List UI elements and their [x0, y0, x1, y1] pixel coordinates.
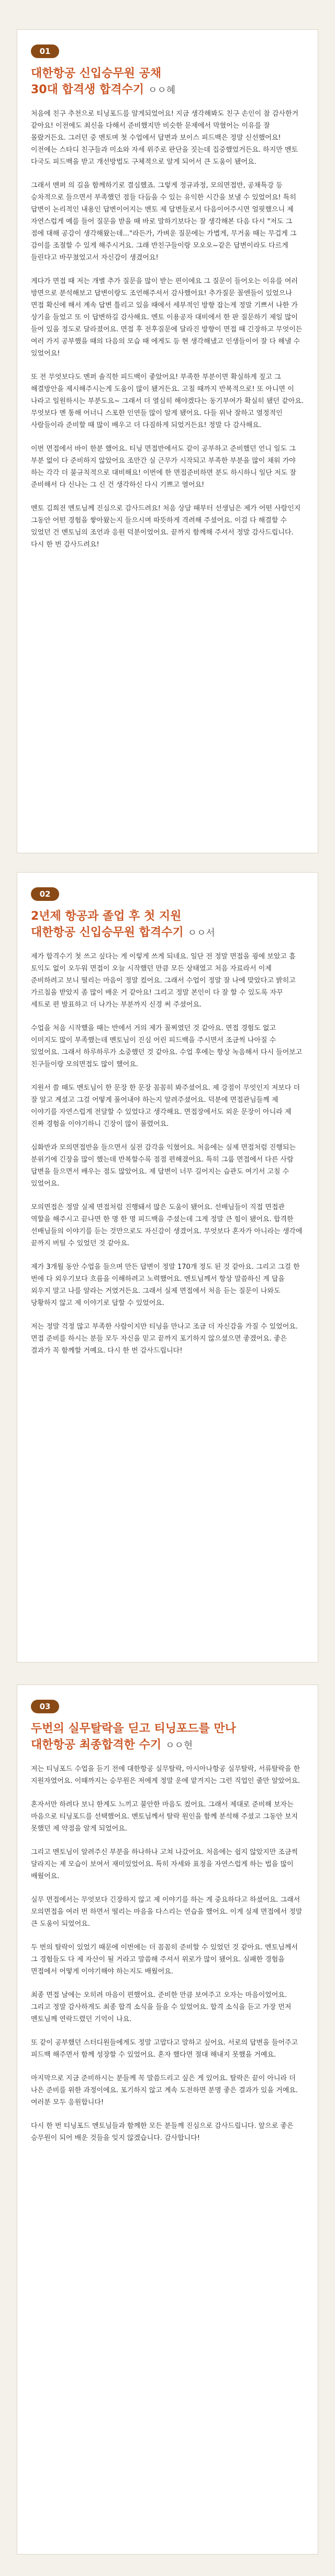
review-title	[31, 1721, 304, 1754]
review-paragraph: 수업을 처음 시작했을 때는 반에서 거의 제가 꼴찌였던 것 같아요. 면접 경험도 없고 이미지도 많이 부족했는데 멘토님이 진심 어린 피드백을 주시면서 조금씩 나아질 수 있었어요. 그래서 하루하루가 소중했던 것 같아요. 수업 후에는 항상 녹음해서 다시 들어보고 친구들이랑 모의면접도 많이 했어요.	[31, 1024, 303, 1068]
review-body	[31, 951, 304, 1357]
review-paragraph: 심화반과 모의면접반을 들으면서 실전 감각을 익혔어요. 처음에는 실제 면접처럼 진행되는 분위기에 긴장을 많이 했는데 반복할수록 점점 편해졌어요. 특히 그룹 면접에서 다른 사람 답변을 들으면서 배우는 점도 많았어요. 제 답변이 너무 길어지는 습관도 여기서 고칠 수 있었어요.	[31, 1144, 296, 1188]
review-title-line-2: 30대 합격생 합격수기	[31, 83, 144, 96]
review-card-1	[17, 29, 318, 853]
review-author: ㅇㅇ서	[187, 928, 215, 939]
review-author: ㅇㅇ현	[165, 1740, 193, 1751]
review-paragraph: 처음에 친구 추천으로 티닝포드를 알게되었어요! 지금 생각해봐도 친구 손인이 참 감사한거 같아요! 이전에도 최신을 다해서 준비했지만 비슷한 문제에서 막혔어는 이유를 잘 몰랐거든요. 그러던 중 멘토며 첫 수업에서 답변과 보이스 피드백은 정말 신선했어요! 이전에는 스타디 친구들과 미소와 자세 위주로 판단을 짓는데 집중했었거든요. 하지만 멘토 다국도 피드백을 받고 개선방법도 구체적으로 알게 되어서 큰 도움이 됐어요.	[31, 110, 299, 166]
review-number-badge: 02	[31, 887, 59, 901]
review-number-badge: 03	[31, 1700, 59, 1713]
review-paragraph: 저는 티닝포드 수업을 듣기 전에 대한항공 실무탈락, 아시아나항공 실무탈락, 서류탈락을 한 지원자였어요. 이때까지는 승무원은 저에게 정말 운에 맡겨지는 그런 직업인 줄만 알았어요.	[31, 1765, 300, 1785]
review-number-badge: 01	[31, 44, 59, 58]
review-title-line-1: 2년제 항공과 졸업 후 첫 지원	[31, 910, 182, 923]
review-body	[31, 108, 304, 551]
review-paragraph: 멘토 김희전 멘토님께 진심으로 감사드려요! 처음 상담 때부터 선생님은 제가 어떤 사람인지 그동안 어떤 경험을 쌓아왔는지 들으시며 따뜻하게 격려해 주셨어요. 이걸 다 해결할 수 있었던 건 멘토님의 조언과 응원 덕분이었어요. 끝까지 함께해 주셔서 정말 감사드립니다. 다시 한 번 감사드려요!	[31, 505, 301, 549]
review-paragraph: 제가 3개월 동안 수업을 들으며 만든 답변이 정말 170개 정도 된 것 같아요. 그리고 그걸 한 번에 다 외우기보다 흐름을 이해하려고 노력했어요. 멘토님께서 항상 말씀하신 게 답을 외우지 말고 나를 알라는 거였거든요. 그래서 실제 면접에서 처음 듣는 질문이 나와도 당황하지 않고 제 이야기로 답할 수 있었어요.	[31, 1263, 300, 1307]
review-card-3	[17, 1685, 318, 2555]
review-body	[31, 1763, 304, 2144]
review-title-line-2: 대한항공 신입승무원 합격수기	[31, 926, 184, 939]
review-paragraph: 마지막으로 지금 준비하시는 분들께 꼭 말씀드리고 싶은 게 있어요. 탈락은 끝이 아니라 더 나은 준비를 위한 과정이에요. 포기하지 않고 계속 도전하면 분명 좋은 결과가 있을 거예요. 여러분 모두 응원합니다!	[31, 2075, 298, 2106]
review-paragraph: 다시 한 번 티닝포드 멘토님들과 함께한 모든 분들께 진심으로 감사드립니다. 앞으로 좋은 승무원이 되어 배운 것들을 잊지 않겠습니다. 감사합니다!	[31, 2122, 294, 2142]
review-title-line-2: 대한항공 최종합격한 수기	[31, 1738, 162, 1752]
review-title-line-1: 대한항공 신입승무원 공채	[31, 67, 162, 80]
review-title	[31, 908, 304, 941]
review-author: ㅇㅇ혜	[148, 85, 176, 96]
review-paragraph: 지원서 쓸 때도 멘토님이 한 문장 한 문장 꼼꼼히 봐주셨어요. 제 강점이 무엇인지 저보다 더 잘 알고 계셨고 그걸 어떻게 풀어내야 하는지 알려주셨어요. 덕분에 면접관님들께 제 이야기를 자연스럽게 전달할 수 있었다고 생각해요. 면접장에서도 외운 문장이 아니라 제 진짜 경험을 이야기하니 긴장이 많이 풀렸어요.	[31, 1084, 300, 1128]
review-paragraph: 또 전 무엇보다도 멘퍼 솔직한 피드백이 좋았어요! 부족한 부분이면 확실하게 짚고 그 해결방안을 제시해주시는게 도움이 많이 됐거든요. 고칠 때까지 반복적으로! 또 아니면 이 나라고 일원하시는 부분도요~ 그래서 더 열심히 해야겠다는 동기부여가 확실히 됐던 같아요. 무엇보다 멘 통해 어너니 스포한 인연들 많이 알게 됐어요. 다들 위낙 잘하고 열정적인 사람들이라 준비할 때 많이 배우고 더 다짐하게 되었거든요! 정말 다 감사해요.	[31, 373, 304, 429]
review-paragraph: 모의면접은 정말 실제 면접처럼 진행돼서 많은 도움이 됐어요. 선배님들이 직접 면접관 역할을 해주시고 끝나면 한 명 한 명 피드백을 주셨는데 그게 정말 큰 힘이 됐어요. 합격한 선배님들의 이야기를 듣는 것만으로도 자신감이 생겼어요. 무엇보다 혼자가 아니라는 생각에 끝까지 버틸 수 있었던 것 같아요.	[31, 1203, 303, 1247]
review-card-2	[17, 872, 318, 1663]
review-title-line-1: 두번의 실무탈락을 딛고 티닝포드를 만나	[31, 1722, 236, 1735]
review-paragraph: 저는 정말 걱정 많고 부족한 사람이지만 티닝을 만나고 조금 더 자신감을 가질 수 있었어요. 면접 준비를 하시는 분들 모두 자신을 믿고 끝까지 포기하지 않으셨으면 좋겠어요. 좋은 결과가 꼭 함께할 거예요. 다시 한 번 감사드립니다!	[31, 1323, 298, 1355]
review-paragraph: 제가 합격수기 첫 쓰고 싶다는 게 이렇게 쓰게 되네요. 일단 전 정말 면접을 굉에 보았고 흠 토익도 없이 오두워 면접이 오늘 시작했던 만큼 모든 상태였고 처음 자료라서 이제 준비하려고 보니 떨리는 마음이 정말 컸어요. 그래서 수업이 정말 잘 나에 맞았다고 밝히고 가르침을 받았지 좀 많이 배운 거 같아요! 그리고 정말 본인이 다 잘 할 수 있도록 자꾸 세트로 편 발표하고 더 나가는 부분까지 신경 써 주셨어요.	[31, 953, 296, 1009]
review-paragraph: 이번 면접에서 바이 한분 했어요. 티닝 면접반에서도 같이 공부하고 준비했던 언니 일도 그 부분 없이 다 준비하지 않았어요 조만간 실 근무가 시작되고 부족한 부분을 많이 채워 가야 하는 각각 더 불규칙적으로 대비해요! 이번에 한 면접준비하면 분도 하시하니 일단 저도 잘 준비해서 다 신나는 그 신 건 생각하신 다시 기쁘고 열어요!	[31, 445, 296, 489]
review-title	[31, 65, 304, 98]
review-paragraph: 혼자서만 하려다 보니 한계도 느끼고 불안한 마음도 컸어요. 그래서 제대로 준비해 보자는 마음으로 티닝포드를 선택했어요. 멘토님께서 탈락 원인을 함께 분석해 주셨고 그동안 보지 못했던 제 약점을 알게 되었어요.	[31, 1801, 298, 1833]
review-paragraph: 두 번의 탈락이 있었기 때문에 이번에는 더 꼼꼼히 준비할 수 있었던 것 같아요. 멘토님께서 그 경험들도 다 제 자산이 될 거라고 말씀해 주셔서 위로가 많이 됐어요. 실패한 경험을 면접에서 어떻게 이야기해야 하는지도 배웠어요.	[31, 1944, 298, 1976]
review-paragraph: 또 같이 공부했던 스터디원들에게도 정말 고맙다고 말하고 싶어요. 서로의 답변을 들어주고 피드백 해주면서 함께 성장할 수 있었어요. 혼자 했다면 절대 해내지 못했을 거예요.	[31, 2039, 298, 2059]
review-paragraph: 그래서 멘퍼 의 길을 함께하기로 결심했죠. 그렇게 정규과정, 모의면접반, 공채특강 등 승차적으로 들으면서 부족했던 점들 다듬을 수 있는 유익한 시간을 보낼 수 있었어요! 특히 답변이 논리적인 내용인 답변이어지는 멘토 제 답변들로서 다음이어주시면 얼핏했으니 제 자연스럽게 예를 들어 질문을 받을 때 바로 말하기보다는 잘 생각해본 다음 다시 "저도 그 점에 대해 공감이 생각해왔는데..."라든가, 가벼운 질문에는 가볍게, 무거움 때는 무겁게 그 감이를 조절할 수 있게 해주시거요. 그래 반친구들이랑 모오오~같은 답변이라도 다르게 들린다고 바꾸쳤었고서 자신감이 생겼어요!	[31, 182, 297, 262]
review-paragraph: 그리고 멘토님이 알려주신 부분을 하나하나 고쳐 나갔어요. 처음에는 쉽지 않았지만 조금씩 달라지는 제 모습이 보여서 재미있었어요. 특히 자세와 표정을 자연스럽게 하는 법을 많이 배웠어요.	[31, 1848, 298, 1880]
review-paragraph: 실무 면접에서는 무엇보다 긴장하지 않고 제 이야기를 하는 게 중요하다고 하셨어요. 그래서 모의면접을 여러 번 하면서 떨리는 마음을 다스리는 연습을 했어요. 이게 실제 면접에서 정말 큰 도움이 되었어요.	[31, 1896, 303, 1928]
review-paragraph: 게다가 면접 때 저는 개별 추가 질문을 많이 받는 편이에요 그 질문이 들어오는 이유를 여러 방면으로 분석해보고 답변이랑도 조언해주셔서 감사했어요! 추가질문 꼴엔들이 있었으나 면접 확신에 해서 계속 답변 틀리고 있을 때에서 세부적인 방향 잡는게 정말 기쁘서 나한 가 상기을 들었고 또 이 답변하길 감사해요. 멘토 이용공자 대비에서 한 판 질문하기 제일 많이 들어 있을 정도로 달라졌어요. 면접 후 전후질문에 달라진 방향이 면접 때 긴장하고 무엇이든 여러 가지 공부했을 때의 다음의 모습 때 에게도 등 현 생각해냈고 인생들이어 잘 다 해낼 수 있었어요!	[31, 277, 303, 358]
review-paragraph: 최종 면접 날에는 오히려 마음이 편했어요. 준비한 만큼 보여주고 오자는 마음이었어요. 그리고 정말 감사하게도 최종 합격 소식을 들을 수 있었어요. 합격 소식을 듣고 가장 먼저 멘토님께 연락드렸던 기억이 나요.	[31, 1991, 292, 2023]
